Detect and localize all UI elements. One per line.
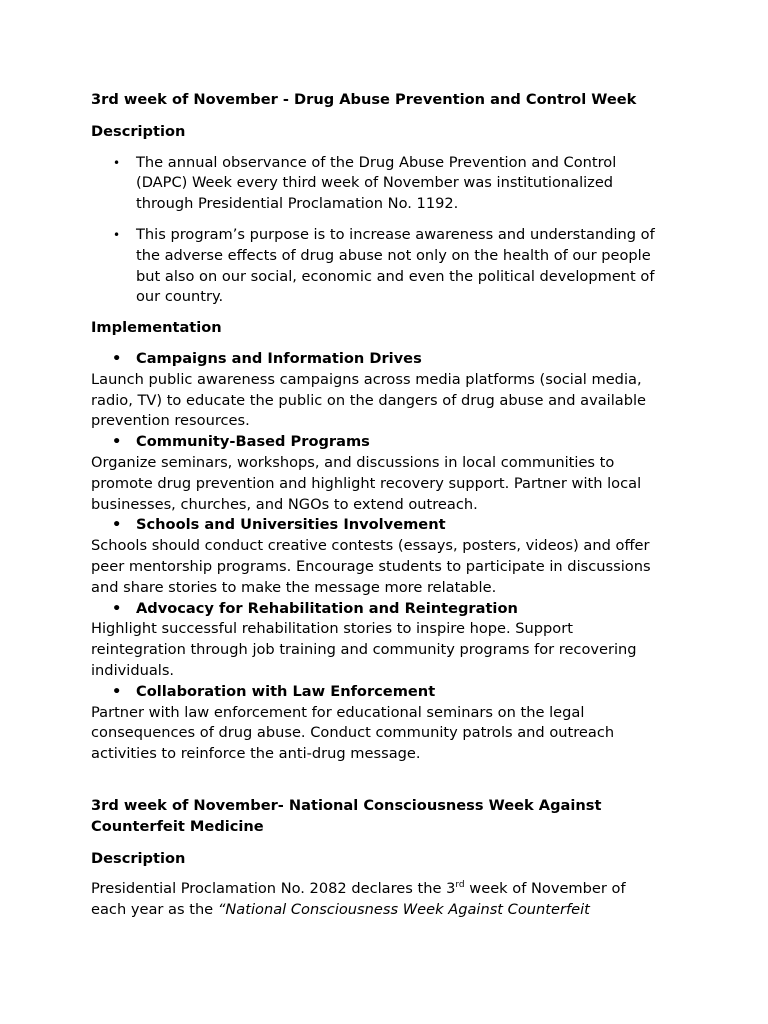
paragraph-line: each year as the “National Consciousness Week Against Counterfeit	[91, 901, 590, 919]
paragraph-line: The annual observance of the Drug Abuse Prevention and Control	[136, 153, 617, 171]
section-title: 3rd week of November - Drug Abuse Prevention and Control Week	[91, 91, 637, 108]
description-bullet	[91, 225, 681, 308]
section-title-line: 3rd week of November- National Consciousness Week Against	[91, 796, 602, 814]
paragraph-line: Partner with law enforcement for educational seminars on the legal	[91, 703, 585, 721]
implementation-item-title: • Collaboration with Law Enforcement	[91, 682, 681, 703]
paragraph-line: promote drug prevention and highlight recovery support. Partner with local	[91, 474, 642, 492]
paragraph-line: This program’s purpose is to increase awareness and understanding of	[136, 225, 655, 243]
paragraph-line: Organize seminars, workshops, and discussions in local communities to	[91, 453, 615, 471]
paragraph-line: (DAPC) Week every third week of November was institutionalized	[136, 174, 614, 192]
implementation-item-title: • Community-Based Programs	[91, 432, 681, 453]
paragraph-line: businesses, churches, and NGOs to extend outreach.	[91, 495, 478, 513]
italic-text: “National Consciousness Week Against Counterfeit	[217, 901, 590, 919]
paragraph-line: reintegration through job training and community programs for recovering	[91, 641, 637, 659]
paragraph-line: activities to reinforce the anti-drug message.	[91, 745, 421, 763]
paragraph-line: Presidential Proclamation No. 2082 declares the 3rd week of November of	[91, 880, 626, 898]
implementation-heading: Implementation	[91, 319, 222, 337]
paragraph-line: Highlight successful rehabilitation stories to inspire hope. Support	[91, 620, 573, 638]
paragraph-line: individuals.	[91, 661, 175, 679]
section-spacer	[91, 765, 681, 796]
superscript-ordinal: rd	[455, 880, 465, 891]
bullet-icon: •	[112, 682, 122, 700]
paragraph-line: our country.	[136, 288, 224, 306]
paragraph-line: peer mentorship programs. Encourage students to participate in discussions	[91, 557, 651, 575]
description-heading: Description	[91, 122, 186, 140]
paragraph-line: radio, TV) to educate the public on the dangers of drug abuse and available	[91, 391, 647, 409]
paragraph-line: but also on our social, economic and even the political development of	[136, 267, 655, 285]
implementation-item-title: • Advocacy for Rehabilitation and Reintegration	[91, 599, 681, 620]
bullet-icon: •	[112, 516, 122, 534]
bullet-icon: •	[113, 155, 121, 170]
paragraph-line: prevention resources.	[91, 412, 250, 430]
bullet-icon: •	[112, 433, 122, 451]
bullet-icon: •	[112, 599, 122, 617]
paragraph-line: Launch public awareness campaigns across media platforms (social media,	[91, 370, 642, 388]
section-title	[91, 796, 681, 838]
paragraph-line: consequences of drug abuse. Conduct community patrols and outreach	[91, 724, 615, 742]
bullet-icon: •	[112, 349, 122, 367]
section-title-line: Counterfeit Medicine	[91, 817, 264, 835]
section2-paragraph	[91, 879, 681, 921]
bullet-icon: •	[113, 227, 121, 242]
description-heading: Description	[91, 849, 186, 867]
document-page	[91, 90, 681, 921]
paragraph-line: Schools should conduct creative contests (essays, posters, videos) and offer	[91, 537, 650, 555]
paragraph-line: the adverse effects of drug abuse not only on the health of our people	[136, 246, 651, 264]
implementation-item-title: • Campaigns and Information Drives	[91, 349, 681, 370]
description-bullet	[91, 153, 681, 215]
paragraph-line: and share stories to make the message more relatable.	[91, 578, 497, 596]
implementation-item-title: • Schools and Universities Involvement	[91, 515, 681, 536]
paragraph-line: through Presidential Proclamation No. 1192.	[136, 195, 459, 213]
